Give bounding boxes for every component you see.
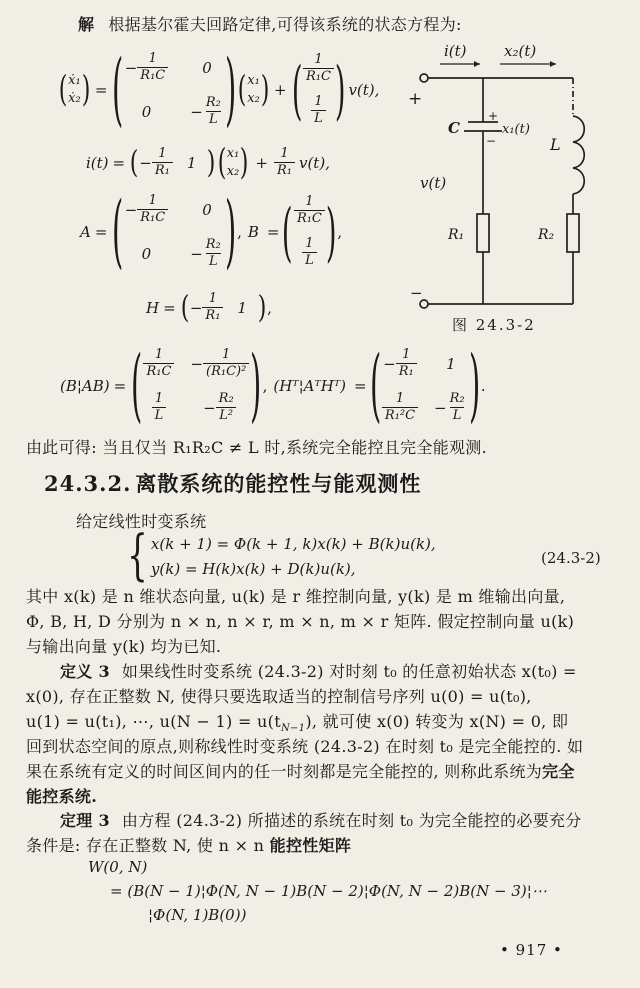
output-equation: y(k) = H(k)x(k) + D(k)u(k),	[150, 560, 356, 578]
matrix-A	[111, 42, 237, 137]
row-vector-H: ( − $\frac{1}{\text{R₁}}$ 1 )	[129, 144, 216, 181]
A-symbol: A	[80, 222, 91, 241]
section-title: 离散系统的能控性与能观测性	[135, 471, 422, 496]
entry-one: 1	[186, 153, 197, 172]
equals-sign: =	[113, 376, 127, 395]
polarity-plus: +	[408, 89, 423, 109]
left-paren: (	[282, 193, 294, 270]
vector-B	[281, 195, 337, 269]
right-paren: )	[224, 184, 237, 279]
equation-output-current	[86, 142, 334, 183]
subscript-N-minus-1: N−1	[280, 723, 306, 735]
right-paren: )	[224, 42, 237, 137]
right-paren: )	[240, 142, 249, 183]
right-paren: )	[207, 144, 216, 181]
capacitor-plus: +	[488, 109, 499, 123]
left-paren: (	[112, 42, 124, 137]
equals-sign: =	[112, 153, 126, 172]
matrix-a22: − $\frac{\text{R₂}}{L}$	[190, 94, 221, 127]
m22: − $\frac{\text{R₂}}{\text{L²}}$	[203, 392, 237, 424]
solution-label: 解	[78, 15, 95, 34]
m12: − $\frac{1}{\text{(R₁C)²}}$	[190, 348, 249, 380]
label-current-i: i(t)	[444, 42, 467, 60]
comma: ,	[262, 376, 268, 395]
equation-H-definition	[146, 289, 272, 326]
matrix-A	[111, 184, 237, 279]
plus-sign: +	[273, 80, 287, 99]
circuit-diagram-figure	[398, 38, 636, 330]
paragraph-line: 其中 x(k) 是 n 维状态向量, u(k) 是 r 维控制向量, y(k) 是 m 维输出向量,	[26, 587, 566, 606]
left-paren: (	[237, 69, 247, 111]
left-paren: (	[217, 142, 226, 183]
figure-caption: 图 24.3-2	[452, 316, 536, 334]
vector-B	[291, 53, 347, 127]
label-source-v: v(t)	[420, 174, 447, 192]
label-capacitor-C: C	[448, 119, 460, 137]
equals-sign: =	[354, 376, 367, 395]
matrix-a11: − $\frac{1}{\text{R₁C}}$	[125, 194, 169, 226]
left-paren: (	[112, 184, 124, 279]
b2-fraction: $\frac{1}{L}$	[311, 95, 326, 127]
B-AB-label: (B¦AB)	[60, 376, 110, 395]
m11: $\frac{1}{\text{R₁C}}$	[143, 348, 174, 380]
definition-3-line: x(0), 存在正整数 N, 使得只要选取适当的控制信号序列 u(0) = u(t₀),	[26, 687, 532, 706]
HT-ATHT-label: (Hᵀ¦AᵀHᵀ)	[273, 376, 347, 395]
comma: ,	[237, 222, 242, 241]
W-matrix-expansion: = (B(N − 1)¦Φ(N, N − 1)B(N − 2)¦Φ(N, N − 2)B(N − 3)¦⋯	[110, 882, 547, 900]
B-symbol: B	[247, 222, 259, 241]
matrix-a22: − $\frac{\text{R₂}}{L}$	[190, 236, 221, 269]
left-paren: (	[291, 51, 303, 128]
capacitor-minus: −	[486, 134, 497, 148]
W-matrix-lhs: W(0, N)	[88, 858, 148, 876]
label-current-x2: x₂(t)	[504, 42, 537, 60]
comma: ,	[337, 222, 343, 241]
theorem-3-line: 定理 3 由方程 (24.3-2) 所描述的系统在时刻 t₀ 为完全能控的必要充分	[60, 811, 582, 830]
matrix-a21: 0	[141, 102, 152, 121]
controllability-matrix	[130, 338, 262, 433]
paragraph-line: 与输出向量 y(k) 均为已知.	[26, 637, 222, 656]
state-vector-x: ( x₁ x₂ )	[217, 142, 249, 183]
resistor-R1-body	[477, 214, 489, 252]
conclusion-line: 由此可得: 当且仅当 R₁R₂C ≠ L 时,系统完全能控且完全能观测.	[26, 438, 487, 457]
equals-sign: =	[94, 222, 108, 241]
label-inductor-L: L	[550, 135, 561, 154]
plus-sign: +	[255, 153, 268, 172]
period: .	[480, 376, 486, 395]
left-paren: (	[369, 338, 381, 433]
n22: − $\frac{\text{R₂}}{L}$	[434, 390, 465, 423]
section-number: 24.3.2.	[44, 471, 132, 496]
polarity-minus: −	[410, 284, 423, 302]
matrix-a21: 0	[141, 244, 152, 263]
label-state-x1: x₁(t)	[502, 122, 530, 137]
inductor-coil	[573, 116, 584, 194]
m21: $\frac{1}{L}$	[152, 392, 167, 424]
system-brace: {	[127, 525, 148, 587]
label-resistor-R1: R₁	[448, 227, 465, 243]
b2-fraction: $\frac{1}{L}$	[302, 237, 317, 269]
observability-matrix	[369, 338, 481, 433]
equation-grammians	[60, 338, 486, 433]
input-term: v(t),	[348, 80, 380, 99]
xdot1: ẋ₁	[68, 73, 81, 89]
right-paren: )	[334, 51, 346, 128]
xdot2: ẋ₂	[68, 90, 81, 106]
entry-one: 1	[237, 298, 247, 317]
left-paren: (	[131, 338, 143, 433]
state-vector-lhs	[58, 69, 91, 111]
right-paren: )	[325, 193, 337, 270]
feedthrough-fraction: $\frac{1}{\text{R₁}}$	[274, 147, 295, 179]
H-symbol: H	[146, 298, 160, 317]
left-paren: (	[58, 69, 68, 111]
matrix-a11: − $\frac{1}{\text{R₁C}}$	[125, 52, 169, 84]
left-paren: (	[129, 144, 139, 181]
equation-number: (24.3-2)	[541, 549, 601, 567]
input-term: v(t),	[298, 153, 330, 172]
equals-sign: =	[94, 80, 108, 99]
comma: ,	[267, 298, 272, 317]
state-vector-x	[237, 69, 270, 111]
n11: − $\frac{1}{\text{R₁}}$	[383, 348, 417, 380]
paragraph-line: Φ, B, H, D 分别为 n × n, n × r, m × n, m × r 矩阵. 假定控制向量 u(k)	[26, 612, 575, 631]
matrix-a12: 0	[202, 58, 212, 77]
definition-3-bold-term: 能控系统.	[26, 787, 98, 806]
right-paren: )	[260, 69, 270, 111]
i-of-t: i(t)	[86, 153, 109, 172]
discrete-system-equations	[126, 525, 436, 587]
n12: 1	[446, 354, 456, 373]
equation-A-B-definition	[80, 184, 343, 279]
definition-3-label: 定义 3	[60, 662, 110, 681]
theorem-3-line: 条件是: 存在正整数 N, 使 n × n 能控性矩阵	[26, 836, 352, 855]
right-paren: )	[257, 289, 267, 326]
x1: x₁	[247, 73, 260, 89]
theorem-3-label: 定理 3	[60, 811, 110, 830]
n21: $\frac{1}{\text{R₁²C}}$	[382, 392, 418, 424]
label-resistor-R2: R₂	[538, 227, 555, 243]
right-paren: )	[81, 69, 91, 111]
x2: x₂	[247, 90, 260, 106]
definition-3-line: 定义 3 如果线性时变系统 (24.3-2) 对时刻 t₀ 的任意初始状态 x(t₀) =	[60, 662, 577, 681]
matrix-a12: 0	[202, 200, 212, 219]
equals-sign: =	[163, 298, 176, 317]
solution-text: 根据基尔霍夫回路定律,可得该系统的状态方程为:	[108, 15, 462, 34]
equals-sign: =	[266, 222, 280, 241]
definition-3-line: 果在系统有定义的时间区间内的任一时刻都是完全能控的, 则称此系统为完全	[26, 762, 575, 781]
solution-intro-line	[78, 15, 462, 35]
page-number: • 917 •	[500, 941, 563, 959]
given-system-line: 给定线性时变系统	[76, 512, 207, 531]
b1-fraction: $\frac{1}{\text{R₁C}}$	[294, 195, 325, 227]
row-vector-H: ( − $\frac{1}{\text{R₁}}$ 1 )	[180, 289, 267, 326]
definition-3-line: 回到状态空间的原点,则称线性时变系统 (24.3-2) 在时刻 t₀ 是完全能控的. 如	[26, 737, 584, 756]
right-paren: )	[250, 338, 262, 433]
W-matrix-expansion-cont: ¦Φ(N, 1)B(0))	[148, 906, 247, 924]
equation-state-space	[58, 42, 381, 137]
definition-3-line: u(1) = u(t₁), ⋯, $u(N - 1) = u(t_{N-1})$, 就可使 x(0) 转变为 x(N) = 0, 即	[26, 712, 569, 735]
left-paren: (	[180, 289, 190, 326]
section-heading	[44, 468, 421, 498]
controllability-matrix-term: 能控性矩阵	[269, 836, 352, 855]
b1-fraction: $\frac{1}{\text{R₁C}}$	[303, 53, 334, 85]
terminal-top	[420, 74, 428, 82]
resistor-R2-body	[567, 214, 579, 252]
state-update-equation: x(k + 1) = Φ(k + 1, k)x(k) + B(k)u(k),	[150, 535, 436, 553]
right-paren: )	[468, 338, 480, 433]
